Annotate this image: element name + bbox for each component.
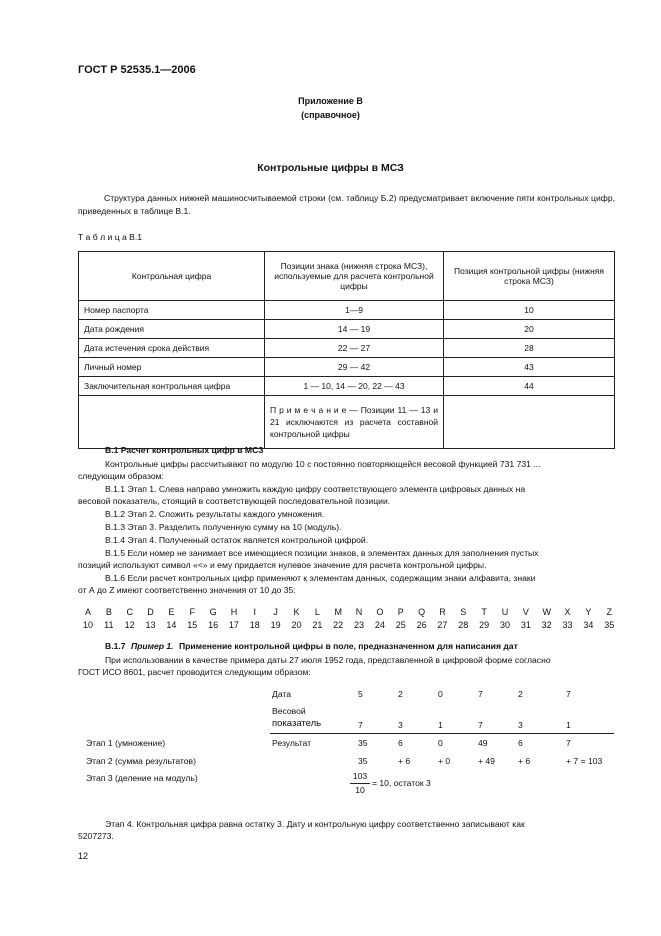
- alphabet-letter: Y: [585, 607, 592, 617]
- table-row: [79, 358, 615, 377]
- table-note-row: [79, 396, 615, 449]
- weight-value: 7: [478, 720, 483, 730]
- table-row: [79, 301, 615, 320]
- table-row: [79, 377, 615, 396]
- alphabet-letter: X: [564, 607, 571, 617]
- alphabet-letter: F: [189, 607, 195, 617]
- alphabet-value: 34: [583, 620, 594, 630]
- alphabet-value: 35: [604, 620, 615, 630]
- example-number: В.1.7: [105, 641, 126, 651]
- appendix-title: Приложение В: [298, 96, 363, 106]
- b1-step5-line1: В.1.5 Если номер не занимает все имеющиеся позиции знаков, в элементах данных для заполнения пустых: [105, 548, 539, 558]
- alphabet-letter: B: [105, 607, 112, 617]
- alphabet-value: 25: [395, 620, 406, 630]
- table-header-cell: Позиции знака (нижняя строка МСЗ), используемые для расчета контрольной цифры: [265, 252, 444, 301]
- alphabet-letter: O: [376, 607, 384, 617]
- date-digit: 7: [566, 689, 571, 699]
- alphabet-letter: V: [522, 607, 529, 617]
- b1-step1-line1: В.1.1 Этап 1. Слева направо умножить каждую цифру соответствующего элемента цифровых данных на: [105, 484, 526, 494]
- b1-heading: В.1 Расчет контрольных цифр в МСЗ: [105, 445, 264, 455]
- table-header-cell: Контрольная цифра: [79, 252, 265, 301]
- calc-divider: [270, 733, 614, 734]
- date-digit: 0: [438, 689, 443, 699]
- table-cell: Дата истечения срока действия: [79, 339, 265, 358]
- b1-para1-line2: следующим образом:: [78, 471, 164, 481]
- table-cell: 14 — 19: [265, 320, 444, 339]
- alphabet-value: 15: [187, 620, 198, 630]
- alphabet-letters: [78, 607, 618, 619]
- table-cell: 29 — 42: [265, 358, 444, 377]
- table-cell: 22 — 27: [265, 339, 444, 358]
- alphabet-letter: J: [273, 607, 278, 617]
- weight-value: 3: [398, 720, 403, 730]
- table-cell: Дата рождения: [79, 320, 265, 339]
- alphabet-value: 24: [374, 620, 385, 630]
- example-heading: [105, 640, 518, 653]
- fraction-bar: [350, 783, 370, 784]
- sum-term: + 49: [478, 756, 495, 766]
- example-heading-text: Применение контрольной цифры в поле, предназначенном для написания дат: [178, 641, 518, 651]
- weight-value: 1: [438, 720, 443, 730]
- alphabet-letter: W: [542, 607, 551, 617]
- sum-term: + 0: [438, 756, 451, 766]
- alphabet-value: 21: [312, 620, 323, 630]
- result-value: 7: [566, 738, 571, 748]
- document-code: ГОСТ Р 52535.1—2006: [78, 64, 196, 76]
- alphabet-value: 26: [416, 620, 427, 630]
- b1-step6-line2: от А до Z имеют соответственно значения от 10 до 35:: [78, 585, 296, 595]
- final-line2: 5207273.: [78, 831, 114, 841]
- fraction-result: = 10, остаток 3: [372, 778, 431, 788]
- b1-step5-line2: позиций используют символ «<» и ему придается нулевое значение для расчета контрольной цифры.: [78, 560, 487, 570]
- alphabet-value: 32: [541, 620, 552, 630]
- sum-term: + 6: [398, 756, 411, 766]
- alphabet-letter: R: [439, 607, 446, 617]
- weight-label-1: Весовой: [272, 706, 306, 716]
- alphabet-letter: L: [314, 607, 320, 617]
- weight-value: 3: [518, 720, 523, 730]
- weight-value: 7: [358, 720, 363, 730]
- alphabet-value: 22: [333, 620, 344, 630]
- alphabet-letter: D: [147, 607, 154, 617]
- alphabet-letter: H: [230, 607, 238, 617]
- date-digit: 2: [398, 689, 403, 699]
- example-para-line2: ГОСТ ИСО 8601, расчет проводится следующим образом:: [78, 667, 311, 677]
- table-cell: Номер паспорта: [79, 301, 265, 320]
- sum-term: + 7 = 103: [566, 756, 603, 766]
- weight-label-2: показатель: [272, 718, 322, 729]
- section-title: Контрольные цифры в МСЗ: [257, 162, 404, 174]
- alphabet-values: [78, 620, 618, 632]
- stage1-label: Этап 1 (умножение): [86, 738, 166, 748]
- table-cell: [444, 396, 615, 449]
- alphabet-value: 31: [520, 620, 531, 630]
- alphabet-letter: I: [253, 607, 257, 617]
- result-label: Результат: [272, 738, 312, 748]
- table-cell: 44: [444, 377, 615, 396]
- alphabet-value: 10: [82, 620, 93, 630]
- page-number: 12: [78, 851, 89, 861]
- alphabet-letter: G: [209, 607, 217, 617]
- alphabet-letter: P: [397, 607, 404, 617]
- alphabet-value: 18: [249, 620, 260, 630]
- table-cell: Личный номер: [79, 358, 265, 377]
- alphabet-value: 28: [458, 620, 469, 630]
- table-cell: 10: [444, 301, 615, 320]
- table-cell: 28: [444, 339, 615, 358]
- table-note-cell: [265, 396, 444, 449]
- final-line1: Этап 4. Контрольная цифра равна остатку 3. Дату и контрольную цифру соответственно записывают как: [105, 819, 525, 829]
- b1-step6-line1: В.1.6 Если расчет контрольных цифр применяют к элементам данных, содержащим знаки алфавита, знаки: [105, 573, 536, 583]
- table-cell: 20: [444, 320, 615, 339]
- table-cell: 1 — 10, 14 — 20, 22 — 43: [265, 377, 444, 396]
- alphabet-value: 30: [499, 620, 510, 630]
- alphabet-value: 17: [228, 620, 239, 630]
- stage2-label: Этап 2 (сумма результатов): [86, 756, 196, 766]
- fraction-denominator: 10: [355, 785, 365, 795]
- alphabet-letter: E: [168, 607, 175, 617]
- alphabet-value: 13: [145, 620, 156, 630]
- alphabet-letter: N: [355, 607, 363, 617]
- date-digit: 7: [478, 689, 483, 699]
- alphabet-letter: S: [460, 607, 467, 617]
- table-row: [79, 320, 615, 339]
- alphabet-letter: Q: [418, 607, 426, 617]
- b1-step1-line2: весовой показатель, стоящий в соответствующей последовательной позиции.: [78, 496, 391, 506]
- alphabet-value: 16: [208, 620, 219, 630]
- table-note: П р и м е ч а н и е — Позиции 11 — 13 и 21 исключаются из расчета составной контрольной цифры: [270, 405, 438, 439]
- sum-term: + 6: [518, 756, 531, 766]
- alphabet-letter: A: [84, 607, 91, 617]
- result-value: 0: [438, 738, 443, 748]
- stage3-label: Этап 3 (деление на модуль): [86, 773, 198, 783]
- date-label: Дата: [272, 689, 292, 699]
- b1-para1-line1: Контрольные цифры рассчитывают по модулю 10 с постоянно повторяющейся весовой функцией 731 731 ...: [105, 459, 541, 469]
- alphabet-value: 29: [479, 620, 490, 630]
- alphabet-value: 14: [166, 620, 177, 630]
- table-header-row: [79, 252, 615, 301]
- table-caption: Т а б л и ц а В.1: [78, 232, 143, 242]
- fraction-numerator: 103: [352, 771, 368, 781]
- date-digit: 5: [358, 689, 363, 699]
- table-cell: 43: [444, 358, 615, 377]
- alphabet-value: 19: [270, 620, 281, 630]
- table-cell: [79, 396, 265, 449]
- appendix-subtitle: (справочное): [301, 110, 360, 120]
- result-value: 49: [478, 738, 488, 748]
- alphabet-value: 11: [104, 620, 114, 630]
- b1-step2: В.1.2 Этап 2. Сложить результаты каждого умножения.: [105, 509, 325, 519]
- alphabet-letter: T: [481, 607, 487, 617]
- table-cell: Заключительная контрольная цифра: [79, 377, 265, 396]
- alphabet-letter: M: [334, 607, 342, 617]
- result-value: 6: [518, 738, 523, 748]
- alphabet-letter: C: [126, 607, 133, 617]
- example-label: Пример 1.: [130, 641, 174, 651]
- alphabet-letter: K: [293, 607, 300, 617]
- result-value: 35: [358, 738, 368, 748]
- example-para-line1: При использовании в качестве примера даты 27 июля 1952 года, представленной в цифровой форме согласно: [105, 655, 551, 665]
- alphabet-value: 27: [437, 620, 448, 630]
- table-header-cell: Позиция контрольной цифры (нижняя строка МСЗ): [444, 252, 615, 301]
- alphabet-value: 20: [291, 620, 302, 630]
- alphabet-value: 33: [562, 620, 573, 630]
- sum-term: 35: [358, 756, 368, 766]
- weight-value: 1: [566, 720, 571, 730]
- result-value: 6: [398, 738, 403, 748]
- b1-step3: В.1.3 Этап 3. Разделить полученную сумму на 10 (модуль).: [105, 522, 342, 532]
- checkdigit-table: [78, 251, 615, 449]
- alphabet-letter: Z: [606, 607, 612, 617]
- date-digit: 2: [518, 689, 523, 699]
- alphabet-letter: U: [501, 607, 509, 617]
- table-cell: 1—9: [265, 301, 444, 320]
- b1-step4: В.1.4 Этап 4. Полученный остаток является контрольной цифрой.: [105, 535, 369, 545]
- intro-paragraph: Структура данных нижней машиносчитываемой строки (см. таблицу Б.2) предусматривает включение пяти контрольных цифр, приведенных в таблице В.1.: [78, 193, 615, 216]
- alphabet-value: 12: [124, 620, 135, 630]
- alphabet-value: 23: [354, 620, 365, 630]
- table-row: [79, 339, 615, 358]
